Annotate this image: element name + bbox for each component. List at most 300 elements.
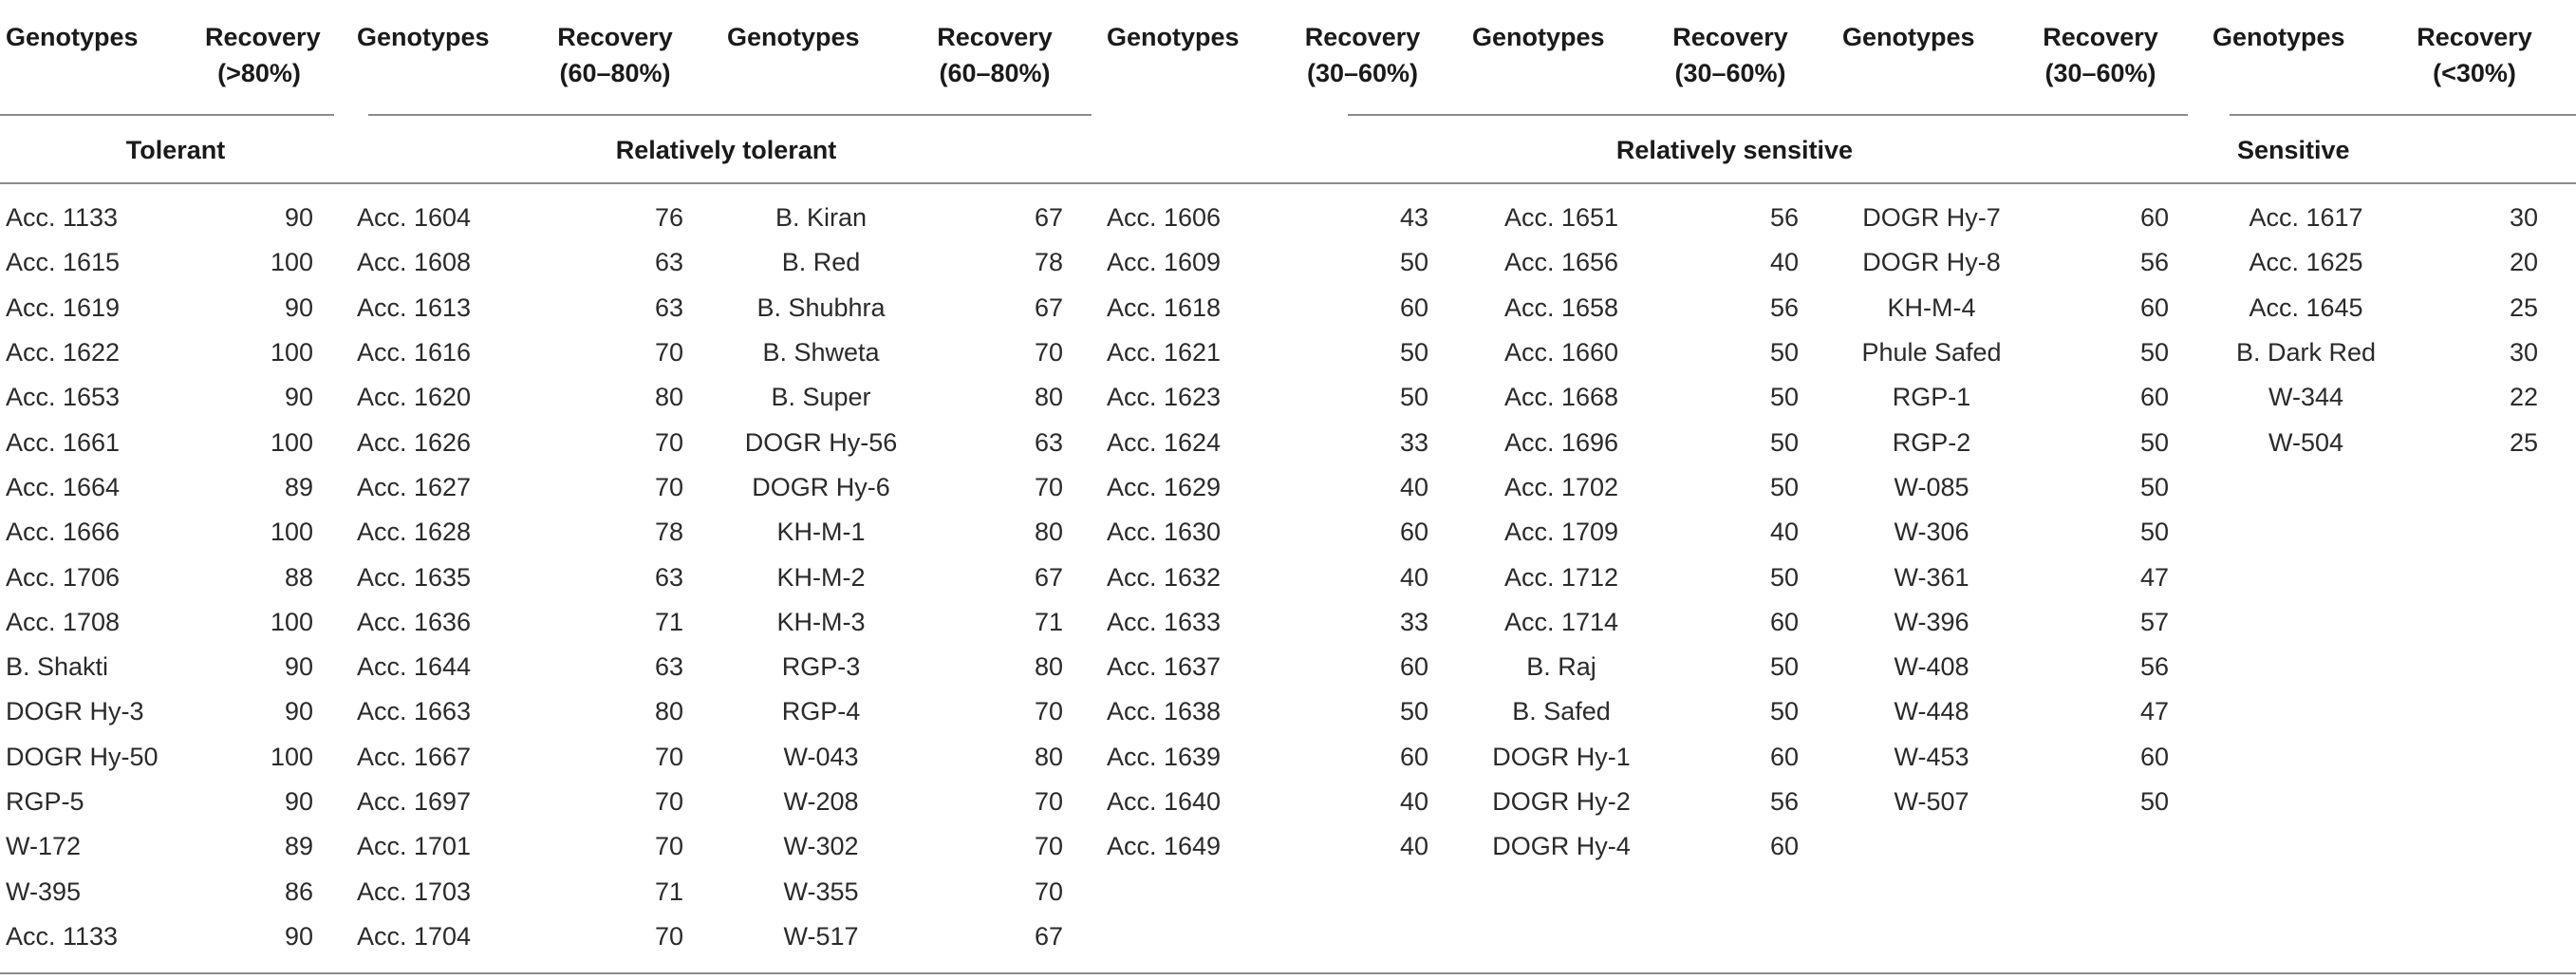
recovery-cell: 70 — [1034, 876, 1063, 906]
header-line: Genotypes — [1472, 23, 1605, 51]
genotype-cell: W-043 — [783, 742, 859, 771]
genotype-cell: RGP-3 — [781, 652, 861, 682]
table-row — [0, 286, 2576, 330]
table-row — [0, 555, 2576, 599]
genotype-cell: Acc. 1656 — [1503, 248, 1619, 277]
genotype-cell: Acc. 1706 — [6, 562, 121, 592]
genotype-cell: Acc. 1702 — [1503, 472, 1619, 501]
recovery-cell: 63 — [654, 562, 683, 592]
table-row — [0, 735, 2576, 780]
genotype-cell: W-361 — [1894, 562, 1969, 592]
genotype-cell: Acc. 1667 — [357, 742, 472, 771]
table-bottom-rule — [0, 972, 2576, 974]
genotype-cell: Acc. 1709 — [1503, 518, 1619, 547]
genotype-cell: Acc. 1133 — [6, 921, 119, 951]
genotype-cell: Acc. 1644 — [357, 652, 472, 682]
genotype-cell: Acc. 1636 — [357, 607, 472, 636]
table-row — [0, 240, 2576, 285]
column-header-genotypes — [2207, 0, 2405, 114]
recovery-cell: 50 — [1399, 697, 1428, 726]
genotype-cell: Acc. 1637 — [1107, 652, 1222, 682]
genotype-cell: DOGR Hy-3 — [6, 697, 144, 726]
column-header-genotypes — [0, 0, 199, 114]
recovery-cell: 100 — [270, 607, 313, 636]
recovery-cell: 40 — [1399, 472, 1428, 501]
table-body — [0, 183, 2576, 969]
genotype-cell: Acc. 1626 — [357, 427, 472, 457]
table-row — [0, 645, 2576, 689]
recovery-cell: 71 — [654, 607, 683, 636]
group-label: Relatively tolerant — [615, 136, 837, 164]
genotype-cell: Acc. 1701 — [357, 832, 472, 861]
column-header-recovery — [1656, 0, 1837, 114]
recovery-cell — [2405, 465, 2576, 510]
header-line: Recovery — [937, 23, 1053, 51]
recovery-cell: 70 — [1034, 787, 1063, 816]
column-header-genotypes — [1837, 0, 2026, 114]
recovery-cell: 50 — [1769, 652, 1799, 682]
recovery-cell: 50 — [2139, 787, 2169, 816]
recovery-cell — [2026, 824, 2207, 869]
recovery-cell: 57 — [2139, 607, 2169, 636]
genotype-cell: RGP-4 — [781, 697, 861, 726]
recovery-cell: 100 — [270, 518, 313, 547]
group-header-row — [0, 114, 2576, 183]
table-row — [0, 375, 2576, 420]
recovery-cell: 56 — [1769, 787, 1799, 816]
genotype-cell: Acc. 1649 — [1107, 832, 1222, 861]
recovery-cell: 50 — [1769, 697, 1799, 726]
genotype-cell: DOGR Hy-56 — [744, 427, 898, 457]
recovery-cell: 63 — [1034, 427, 1063, 457]
genotype-cell — [2207, 869, 2405, 914]
header-range: (60–80%) — [559, 59, 671, 87]
genotype-cell — [2207, 780, 2405, 824]
recovery-cell: 70 — [654, 742, 683, 771]
column-header-recovery — [199, 0, 351, 114]
genotype-cell — [1101, 869, 1291, 914]
recovery-cell: 56 — [1769, 203, 1799, 233]
recovery-cell: 60 — [1769, 832, 1799, 861]
recovery-cell: 50 — [1769, 562, 1799, 592]
genotype-cell: Acc. 1658 — [1503, 292, 1619, 322]
genotype-cell: B. Super — [771, 383, 871, 412]
recovery-cell: 63 — [654, 248, 683, 277]
genotype-cell — [2207, 465, 2405, 510]
genotype-cell: Acc. 1617 — [2249, 203, 2363, 233]
header-range: (30–60%) — [1306, 59, 1419, 87]
recovery-cell: 90 — [284, 921, 313, 951]
recovery-cell: 90 — [284, 787, 313, 816]
genotype-cell: Acc. 1629 — [1107, 472, 1222, 501]
recovery-cell: 20 — [2509, 248, 2538, 277]
recovery-cell: 43 — [1399, 203, 1428, 233]
header-range: (<30%) — [2433, 59, 2516, 87]
recovery-cell: 60 — [1769, 742, 1799, 771]
genotype-cell: W-302 — [783, 832, 859, 861]
genotype-cell: Acc. 1639 — [1107, 742, 1222, 771]
column-header-recovery — [2026, 0, 2207, 114]
header-range: (30–60%) — [1674, 59, 1786, 87]
genotype-cell — [1466, 914, 1656, 969]
recovery-cell — [1291, 914, 1466, 969]
recovery-cell: 67 — [1034, 921, 1063, 951]
genotype-cell: W-085 — [1894, 472, 1969, 501]
genotype-cell: DOGR Hy-2 — [1492, 787, 1631, 816]
recovery-cell: 56 — [2139, 652, 2169, 682]
genotype-cell: Acc. 1606 — [1107, 203, 1222, 233]
column-header-recovery — [1291, 0, 1466, 114]
header-line: Recovery — [1672, 23, 1788, 51]
recovery-cell: 70 — [1034, 832, 1063, 861]
header-line: Genotypes — [6, 23, 139, 51]
recovery-cell: 50 — [1399, 338, 1428, 368]
recovery-cell: 60 — [2139, 383, 2169, 412]
recovery-cell: 50 — [2139, 472, 2169, 501]
recovery-cell: 70 — [654, 832, 683, 861]
genotype-cell: Acc. 1661 — [6, 427, 121, 457]
genotype-cell: RGP-5 — [6, 787, 84, 816]
recovery-cell: 90 — [284, 292, 313, 322]
header-line: Recovery — [2043, 23, 2158, 51]
group-label: Tolerant — [125, 136, 226, 164]
genotype-cell: Acc. 1609 — [1107, 248, 1222, 277]
table-row — [0, 600, 2576, 645]
recovery-cell: 50 — [1399, 383, 1428, 412]
genotype-cell: DOGR Hy-7 — [1862, 203, 2001, 233]
column-header-genotypes — [1466, 0, 1656, 114]
genotype-cell: Acc. 1616 — [357, 338, 472, 368]
group-tolerant — [0, 114, 351, 183]
recovery-cell: 90 — [284, 652, 313, 682]
genotype-cell: Acc. 1640 — [1107, 787, 1222, 816]
table-row — [0, 183, 2576, 240]
column-header-recovery — [2405, 0, 2576, 114]
recovery-cell: 80 — [1034, 383, 1063, 412]
recovery-cell: 50 — [1399, 248, 1428, 277]
header-line: Recovery — [1304, 23, 1421, 51]
recovery-cell: 70 — [1034, 338, 1063, 368]
column-header-genotypes — [351, 0, 541, 114]
recovery-cell: 50 — [2139, 338, 2169, 368]
recovery-cell: 50 — [1769, 427, 1799, 457]
recovery-cell: 70 — [1034, 472, 1063, 501]
recovery-cell: 71 — [1034, 607, 1063, 636]
genotype-cell: B. Dark Red — [2235, 338, 2377, 368]
recovery-cell: 70 — [654, 472, 683, 501]
genotype-cell: Acc. 1630 — [1107, 518, 1222, 547]
recovery-cell — [2405, 869, 2576, 914]
genotype-cell: KH-M-3 — [776, 607, 866, 636]
genotype-cell: Acc. 1632 — [1107, 562, 1222, 592]
recovery-cell — [2405, 735, 2576, 780]
genotype-cell: B. Raj — [1526, 652, 1596, 682]
header-range: (30–60%) — [2044, 59, 2156, 87]
group-sensitive — [2207, 114, 2576, 183]
group-relatively-tolerant — [351, 114, 1101, 183]
recovery-cell: 70 — [1034, 697, 1063, 726]
recovery-cell: 89 — [284, 472, 313, 501]
recovery-cell: 90 — [284, 203, 313, 233]
genotype-cell: Acc. 1663 — [357, 697, 472, 726]
genotype-cell: Acc. 1704 — [357, 921, 472, 951]
recovery-cell: 100 — [270, 248, 313, 277]
header-line: Genotypes — [1107, 23, 1240, 51]
recovery-cell: 47 — [2139, 697, 2169, 726]
recovery-cell: 70 — [654, 921, 683, 951]
recovery-cell: 80 — [1034, 652, 1063, 682]
recovery-cell: 60 — [1399, 292, 1428, 322]
table-row — [0, 914, 2576, 969]
genotype-cell: KH-M-1 — [776, 518, 866, 547]
genotype-cell: Acc. 1712 — [1503, 562, 1619, 592]
recovery-cell: 67 — [1034, 203, 1063, 233]
genotype-cell: Acc. 1608 — [357, 248, 472, 277]
genotype-cell: B. Kiran — [775, 203, 868, 233]
genotype-cell: Acc. 1620 — [357, 383, 472, 412]
recovery-cell — [2405, 600, 2576, 645]
genotype-cell — [2207, 645, 2405, 689]
recovery-cell: 70 — [654, 338, 683, 368]
recovery-cell — [2405, 824, 2576, 869]
genotype-cell: B. Shweta — [762, 338, 880, 368]
recovery-cell: 33 — [1399, 607, 1428, 636]
recovery-cell: 60 — [1399, 518, 1428, 547]
recovery-cell: 40 — [1769, 518, 1799, 547]
genotype-cell — [2207, 689, 2405, 734]
genotype-cell: RGP-2 — [1892, 427, 1971, 457]
genotype-cell — [1466, 869, 1656, 914]
genotype-cell: DOGR Hy-8 — [1862, 248, 2001, 277]
recovery-cell: 67 — [1034, 292, 1063, 322]
header-line: Genotypes — [1842, 23, 1975, 51]
genotype-cell: Acc. 1615 — [6, 248, 121, 277]
genotype-cell: Acc. 1613 — [357, 292, 472, 322]
recovery-cell: 40 — [1399, 562, 1428, 592]
genotype-cell: Acc. 1618 — [1107, 292, 1222, 322]
recovery-cell: 50 — [1769, 472, 1799, 501]
genotype-cell: DOGR Hy-6 — [752, 472, 890, 501]
header-line: Recovery — [557, 23, 673, 51]
genotype-cell: Acc. 1645 — [2249, 292, 2363, 322]
recovery-cell: 71 — [654, 876, 683, 906]
header-line: Recovery — [2417, 23, 2532, 51]
table-row — [0, 824, 2576, 869]
column-header-genotypes — [1101, 0, 1291, 114]
recovery-cell: 63 — [654, 652, 683, 682]
recovery-cell: 70 — [654, 427, 683, 457]
table-row — [0, 330, 2576, 375]
recovery-cell — [2405, 914, 2576, 969]
genotype-cell: Acc. 1697 — [357, 787, 472, 816]
genotype-cell: DOGR Hy-1 — [1492, 742, 1631, 771]
recovery-cell: 30 — [2509, 338, 2538, 368]
recovery-cell: 89 — [284, 832, 313, 861]
genotype-cell: Acc. 1628 — [357, 518, 472, 547]
genotype-cell: Acc. 1668 — [1503, 383, 1619, 412]
recovery-cell: 80 — [1034, 742, 1063, 771]
genotype-cell: W-453 — [1894, 742, 1969, 771]
header-range: (60–80%) — [939, 59, 1051, 87]
genotype-cell — [2207, 914, 2405, 969]
genotype-cell: Acc. 1623 — [1107, 383, 1222, 412]
recovery-cell: 56 — [1769, 292, 1799, 322]
recovery-cell: 56 — [2139, 248, 2169, 277]
table-row — [0, 420, 2576, 464]
genotype-cell: B. Shubhra — [756, 292, 886, 322]
genotype-cell: W-355 — [783, 876, 859, 906]
genotype-cell: Acc. 1627 — [357, 472, 472, 501]
genotype-cell: Acc. 1624 — [1107, 427, 1222, 457]
genotype-cell: DOGR Hy-4 — [1492, 832, 1631, 861]
recovery-cell: 50 — [1769, 383, 1799, 412]
header-line: Genotypes — [727, 23, 860, 51]
recovery-cell: 86 — [284, 876, 313, 906]
genotype-cell: Acc. 1633 — [1107, 607, 1222, 636]
recovery-cell: 40 — [1769, 248, 1799, 277]
genotype-cell: RGP-1 — [1892, 383, 1971, 412]
genotype-cell: W-344 — [2268, 383, 2344, 412]
genotype-cell: Acc. 1619 — [6, 292, 121, 322]
genotype-cell: Acc. 1622 — [6, 338, 121, 368]
recovery-cell — [2405, 645, 2576, 689]
recovery-cell: 76 — [654, 203, 683, 233]
recovery-cell — [1656, 869, 1837, 914]
table-row — [0, 689, 2576, 734]
genotype-cell — [2207, 824, 2405, 869]
recovery-cell: 100 — [270, 742, 313, 771]
genotype-cell: Acc. 1621 — [1107, 338, 1222, 368]
recovery-cell: 25 — [2509, 427, 2538, 457]
header-range: (>80%) — [217, 59, 301, 87]
recovery-cell: 60 — [2139, 292, 2169, 322]
group-label: Sensitive — [2237, 136, 2350, 164]
recovery-cell — [1656, 914, 1837, 969]
recovery-cell: 70 — [654, 787, 683, 816]
recovery-cell: 60 — [1399, 652, 1428, 682]
genotype-cell: DOGR Hy-50 — [6, 742, 159, 771]
genotype-cell — [2207, 555, 2405, 599]
recovery-cell: 60 — [1399, 742, 1428, 771]
group-relatively-sensitive — [1101, 114, 2207, 183]
recovery-cell — [2026, 869, 2207, 914]
genotype-cell: W-172 — [6, 832, 82, 861]
recovery-cell — [2405, 510, 2576, 555]
recovery-cell: 67 — [1034, 562, 1063, 592]
genotype-cell: Acc. 1703 — [357, 876, 472, 906]
recovery-cell — [2405, 555, 2576, 599]
recovery-cell: 50 — [2139, 518, 2169, 547]
genotype-cell: Phule Safed — [1861, 338, 2002, 368]
recovery-cell: 80 — [654, 697, 683, 726]
genotype-cell — [1101, 914, 1291, 969]
genotype-cell: Acc. 1708 — [6, 607, 121, 636]
recovery-cell — [2026, 914, 2207, 969]
genotype-cell: KH-M-4 — [1887, 292, 1976, 322]
recovery-cell: 50 — [2139, 427, 2169, 457]
genotype-cell: W-396 — [1894, 607, 1969, 636]
genotype-cell: W-507 — [1894, 787, 1969, 816]
genotype-cell: W-448 — [1894, 697, 1969, 726]
genotype-cell: B. Shakti — [6, 652, 109, 682]
recovery-cell: 40 — [1399, 787, 1428, 816]
genotype-cell: W-504 — [2268, 427, 2344, 457]
recovery-cell: 60 — [1769, 607, 1799, 636]
genotype-cell: KH-M-2 — [776, 562, 866, 592]
recovery-cell: 90 — [284, 383, 313, 412]
genotype-cell — [1837, 824, 2026, 869]
header-line: Genotypes — [2212, 23, 2345, 51]
genotype-cell: W-408 — [1894, 652, 1969, 682]
genotype-cell: Acc. 1696 — [1503, 427, 1619, 457]
genotype-cell: W-208 — [783, 787, 859, 816]
recovery-cell: 22 — [2509, 383, 2538, 412]
table-row — [0, 465, 2576, 510]
recovery-cell: 30 — [2509, 203, 2538, 233]
recovery-cell: 60 — [2139, 742, 2169, 771]
recovery-cell: 78 — [654, 518, 683, 547]
genotype-cell: W-517 — [783, 921, 859, 951]
column-header-recovery — [921, 0, 1101, 114]
genotype-cell: Acc. 1604 — [357, 203, 472, 233]
recovery-cell — [2405, 780, 2576, 824]
genotype-cell: Acc. 1714 — [1503, 607, 1619, 636]
column-header-genotypes — [721, 0, 921, 114]
column-header-recovery — [541, 0, 721, 114]
table-row — [0, 510, 2576, 555]
genotype-cell: W-395 — [6, 876, 82, 906]
genotype-cell: Acc. 1660 — [1503, 338, 1619, 368]
genotype-cell — [1837, 869, 2026, 914]
recovery-cell: 80 — [654, 383, 683, 412]
genotype-cell — [2207, 510, 2405, 555]
genotype-cell: Acc. 1635 — [357, 562, 472, 592]
genotype-cell — [1837, 914, 2026, 969]
recovery-cell: 60 — [2139, 203, 2169, 233]
group-label: Relatively sensitive — [1615, 136, 1854, 164]
genotype-cell: B. Safed — [1512, 697, 1611, 726]
recovery-cell: 90 — [284, 697, 313, 726]
genotype-cell: Acc. 1638 — [1107, 697, 1222, 726]
genotype-cell: B. Red — [781, 248, 861, 277]
genotype-cell: Acc. 1651 — [1503, 203, 1619, 233]
recovery-cell: 47 — [2139, 562, 2169, 592]
header-line: Genotypes — [357, 23, 490, 51]
genotype-cell — [2207, 735, 2405, 780]
genotype-cell: W-306 — [1894, 518, 1969, 547]
genotype-cell: Acc. 1653 — [6, 383, 121, 412]
recovery-cell: 40 — [1399, 832, 1428, 861]
header-line: Recovery — [205, 23, 321, 51]
recovery-cell: 88 — [284, 562, 313, 592]
recovery-cell: 100 — [270, 338, 313, 368]
recovery-cell — [2405, 689, 2576, 734]
table-row — [0, 869, 2576, 914]
recovery-cell: 50 — [1769, 338, 1799, 368]
recovery-cell: 63 — [654, 292, 683, 322]
table-row — [0, 780, 2576, 824]
genotype-cell: Acc. 1625 — [2249, 248, 2363, 277]
genotype-cell: Acc. 1133 — [6, 203, 119, 233]
recovery-cell: 25 — [2509, 292, 2538, 322]
header-row — [0, 0, 2576, 114]
recovery-cell — [1291, 869, 1466, 914]
recovery-cell: 80 — [1034, 518, 1063, 547]
genotype-cell: Acc. 1664 — [6, 472, 121, 501]
genotype-cell: Acc. 1666 — [6, 518, 121, 547]
genotype-cell — [2207, 600, 2405, 645]
recovery-cell: 100 — [270, 427, 313, 457]
